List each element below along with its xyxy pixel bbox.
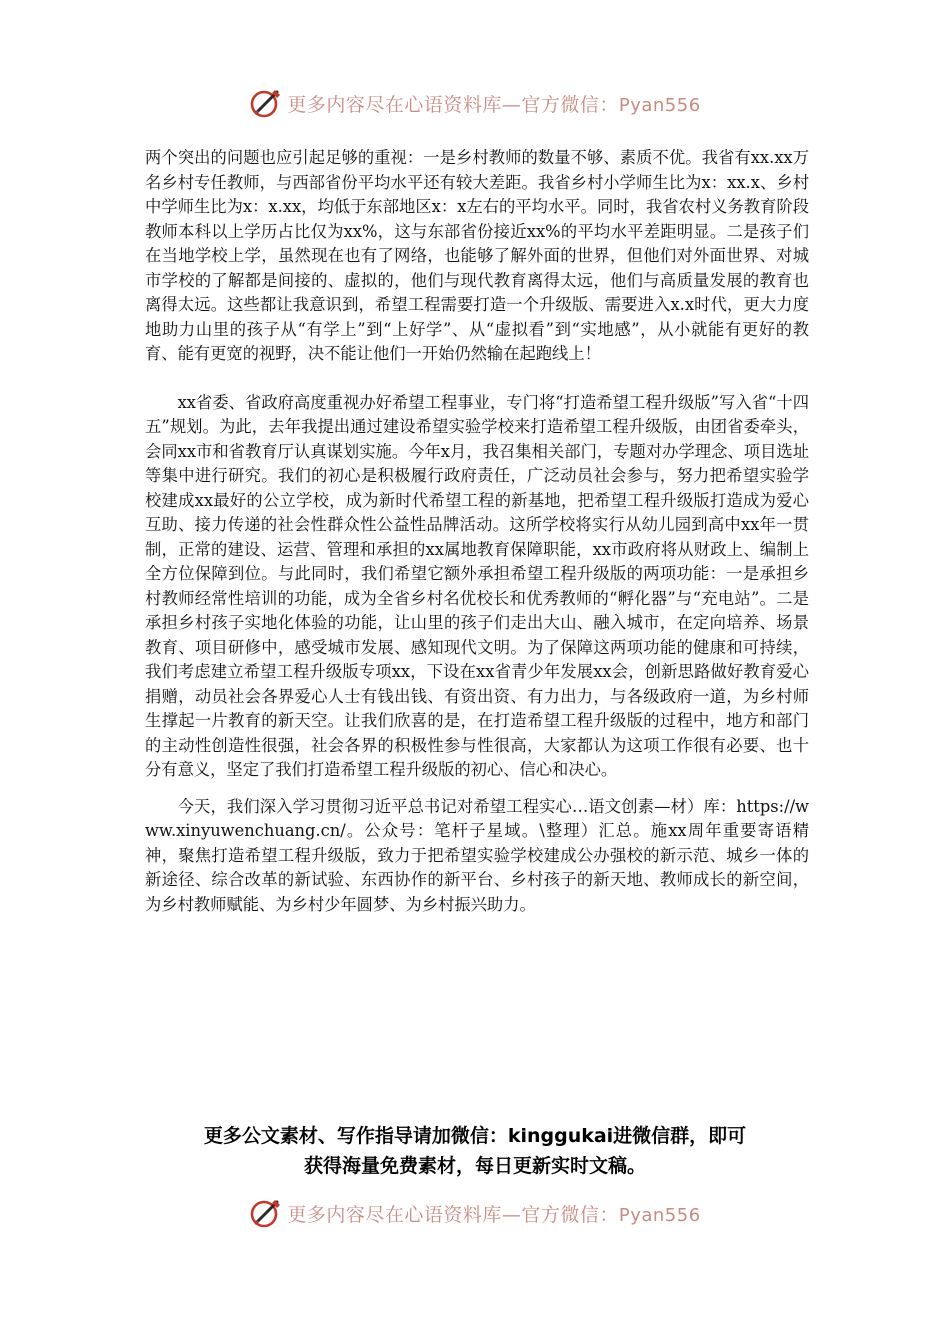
call-to-action <box>120 1121 830 1181</box>
watermark-label: 更多内容尽在心语资料库—官方微信： <box>287 1203 619 1226</box>
watermark-wechat-id: Pyan556 <box>618 1204 701 1226</box>
paragraph-2: xx省委、省政府高度重视办好希望工程事业，专门将“打造希望工程升级版”写入省“十四五”规划。为此，去年我提出通过建设希望实验学校来打造希望工程升级版，由团省委牵头，会同xx市和省教育厅认真谋划实施。今年x月，我召集相关部门，专题对办学理念、项目选址等集中进行研究。我们的初心是积极履行政府责任，广泛动员社会参与，努力把希望实验学校建成xx最好的公立学校，成为新时代希望工程的新基地，把希望工程升级版打造成为爱心互助、接力传递的社会性群众性公益性品牌活动。这所学校将实行从幼儿园到高中xx年一贯制，正常的建设、运营、管理和承担的xx属地教育保障职能，xx市政府将从财政上、编制上全方位保障到位。与此同时，我们希望它额外承担希望工程升级版的两项功能：一是承担乡村教师经常性培训的功能，成为全省乡村名优校长和优秀教师的“孵化器”与“充电站”。二是承担乡村孩子实地化体验的功能，让山里的孩子们走出大山、融入城市，在定向培养、场景教育、项目研修中，感受城市发展、感知现代文明。为了保障这两项功能的健康和可持续，我们考虑建立希望工程升级版专项xx，下设在xx省青少年发展xx会，创新思路做好教育爱心捐赠，动员社会各界爱心人士有钱出钱、有资出资、有力出力，与各级政府一道，为乡村师生撑起一片教育的新天空。让我们欣喜的是，在打造希望工程升级版的过程中，地方和部门的主动性创造性很强，社会各界的积极性参与性很高，大家都认为这项工作很有必要、也十分有意义，坚定了我们打造希望工程升级版的初心、信心和决心。 <box>145 392 809 779</box>
paragraph-1: 两个突出的问题也应引起足够的重视：一是乡村教师的数量不够、素质不优。我省有xx.xx万名乡村专任教师，与西部省份平均水平还有较大差距。我省乡村小学师生比为x：xx.x、乡村中学师生比为x：x.xx，均低于东部地区x：x左右的平均水平。同时，我省农村义务教育阶段教师本科以上学历占比仅为xx%，这与东部省份接近xx%的平均水平差距明显。二是孩子们在当地学校上学，虽然现在也有了网络，也能够了解外面的世界，但他们对外面世界、对城市学校的了解都是间接的、虚拟的，他们与现代教育离得太远，他们与高质量发展的教育也离得太远。这些都让我意识到，希望工程需要打造一个升级版、需要进入x.x时代，更大力度地助力山里的孩子从“有学上”到“上好学”、从“虚拟看”到“实地感”，从小就能有更好的教育、能有更宽的视野，决不能让他们一开始仍然输在起跑线上！ <box>145 148 809 363</box>
cta-line-1: 更多公文素材、写作指导请加微信：kinggukai进微信群，即可 <box>203 1125 747 1147</box>
pen-logo-icon <box>249 1196 283 1230</box>
paragraph-3: 今天，我们深入学习贯彻习近平总书记对希望工程实心…语文创素—材）库：https://www.xinyuwenchuang.cn/。公众号：笔杆子星域。\整理）汇总。施xx周年重要寄语精神，聚焦打造希望工程升级版，致力于把希望实验学校建成公办强校的新示范、城乡一体的新途径、综合改革的新试验、东西协作的新平台、乡村孩子的新天地、教师成长的新空间，为乡村教师赋能、为乡村少年圆梦、为乡村振兴助力。 <box>145 796 809 914</box>
footer-watermark <box>0 1193 950 1233</box>
watermark-text <box>287 90 700 117</box>
watermark-wechat-id: Pyan556 <box>618 94 701 116</box>
cta-line-2: 获得海量免费素材，每日更新实时文稿。 <box>303 1155 646 1177</box>
document-body <box>145 146 809 917</box>
watermark-text <box>287 1200 700 1227</box>
pen-logo-icon <box>249 86 283 120</box>
header-watermark <box>0 83 950 123</box>
watermark-label: 更多内容尽在心语资料库—官方微信： <box>287 93 619 116</box>
